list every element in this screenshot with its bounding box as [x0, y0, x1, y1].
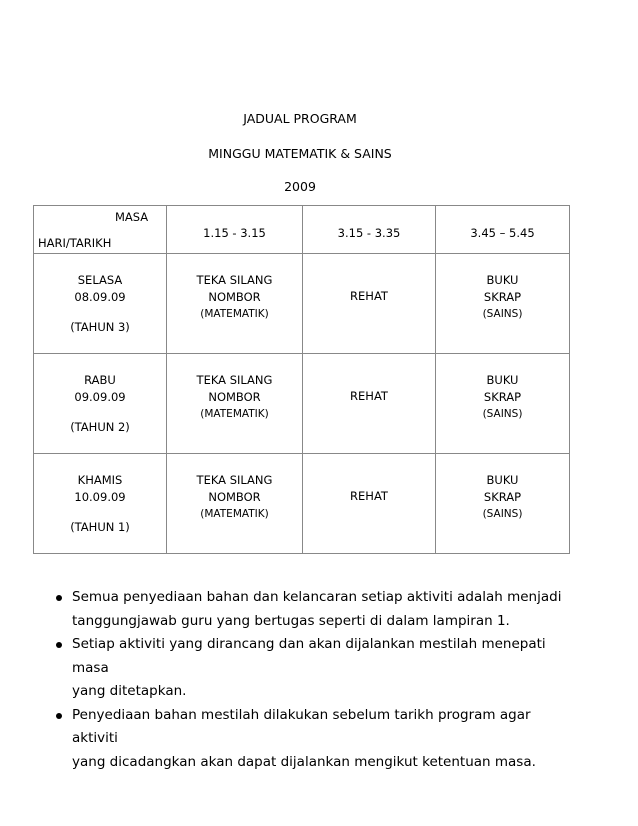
day-name: KHAMIS [77, 473, 123, 487]
break-label: REHAT [350, 489, 388, 503]
day-cell [34, 254, 167, 354]
activity-cell [167, 354, 303, 454]
note-line: Semua penyediaan bahan dan kelancaran setiap aktiviti adalah menjadi [72, 589, 562, 605]
time-slot-label: 3.45 – 5.45 [470, 226, 535, 240]
page-title: JADUAL PROGRAM [243, 111, 357, 126]
corner-cell [34, 206, 167, 254]
note-line: Setiap aktiviti yang dirancang dan akan dijalankan mestilah menepati masa [72, 636, 546, 676]
corner-label-hari: HARI/TARIKH [38, 236, 112, 250]
activity-line: NOMBOR [208, 290, 261, 304]
bullet-icon [56, 642, 62, 648]
table-row [34, 254, 570, 354]
time-slot-header [167, 206, 303, 254]
day-date: 09.09.09 [74, 390, 126, 404]
day-cell [34, 354, 167, 454]
break-cell [303, 454, 436, 554]
day-date: 10.09.09 [74, 490, 126, 504]
day-cell [34, 454, 167, 554]
notes-list [46, 586, 566, 774]
activity-line: TEKA SILANG [196, 273, 273, 287]
time-slot-label: 1.15 - 3.15 [203, 226, 266, 240]
bullet-icon [56, 713, 62, 719]
time-slot-header [303, 206, 436, 254]
activity-cell [436, 254, 570, 354]
note-line: yang dicadangkan akan dapat dijalankan mengikut ketentuan masa. [72, 753, 536, 770]
activity-line: TEKA SILANG [196, 373, 273, 387]
activity-subject: (SAINS) [482, 308, 523, 320]
corner-label-masa: MASA [115, 210, 149, 224]
activity-line: SKRAP [483, 490, 522, 504]
activity-subject: (SAINS) [482, 508, 523, 520]
activity-line: SKRAP [483, 290, 522, 304]
note-line: tanggungjawab guru yang bertugas seperti di dalam lampiran 1. [72, 612, 510, 629]
schedule-table [33, 205, 570, 554]
list-item [46, 633, 566, 704]
bullet-icon [56, 595, 62, 601]
table-row [34, 454, 570, 554]
page-subtitle: MINGGU MATEMATIK & SAINS [208, 146, 392, 161]
time-slot-label: 3.15 - 3.35 [337, 226, 401, 240]
activity-cell [167, 254, 303, 354]
activity-cell [436, 354, 570, 454]
activity-subject: (MATEMATIK) [200, 308, 269, 320]
activity-line: BUKU [486, 273, 519, 287]
note-line: Penyediaan bahan mestilah dilakukan sebelum tarikh program agar aktiviti [72, 706, 531, 746]
break-label: REHAT [350, 389, 388, 403]
year-group: (TAHUN 2) [70, 420, 130, 434]
year-group: (TAHUN 3) [70, 320, 130, 334]
activity-subject: (SAINS) [482, 408, 523, 420]
activity-line: NOMBOR [208, 490, 261, 504]
activity-line: BUKU [486, 373, 519, 387]
day-name: SELASA [77, 273, 123, 287]
table-header-row [34, 206, 570, 254]
activity-line: BUKU [486, 473, 519, 487]
list-item [46, 704, 566, 775]
time-slot-header [436, 206, 570, 254]
break-label: REHAT [350, 289, 388, 303]
list-item [46, 586, 566, 633]
activity-line: SKRAP [483, 390, 522, 404]
day-name: RABU [84, 373, 116, 387]
activity-subject: (MATEMATIK) [200, 508, 269, 520]
table-row [34, 354, 570, 454]
break-cell [303, 354, 436, 454]
break-cell [303, 254, 436, 354]
activity-subject: (MATEMATIK) [200, 408, 269, 420]
activity-line: TEKA SILANG [196, 473, 273, 487]
note-line: yang ditetapkan. [72, 683, 187, 699]
page-year: 2009 [284, 179, 316, 194]
activity-cell [167, 454, 303, 554]
activity-cell [436, 454, 570, 554]
year-group: (TAHUN 1) [70, 520, 130, 534]
day-date: 08.09.09 [74, 290, 126, 304]
activity-line: NOMBOR [208, 390, 261, 404]
